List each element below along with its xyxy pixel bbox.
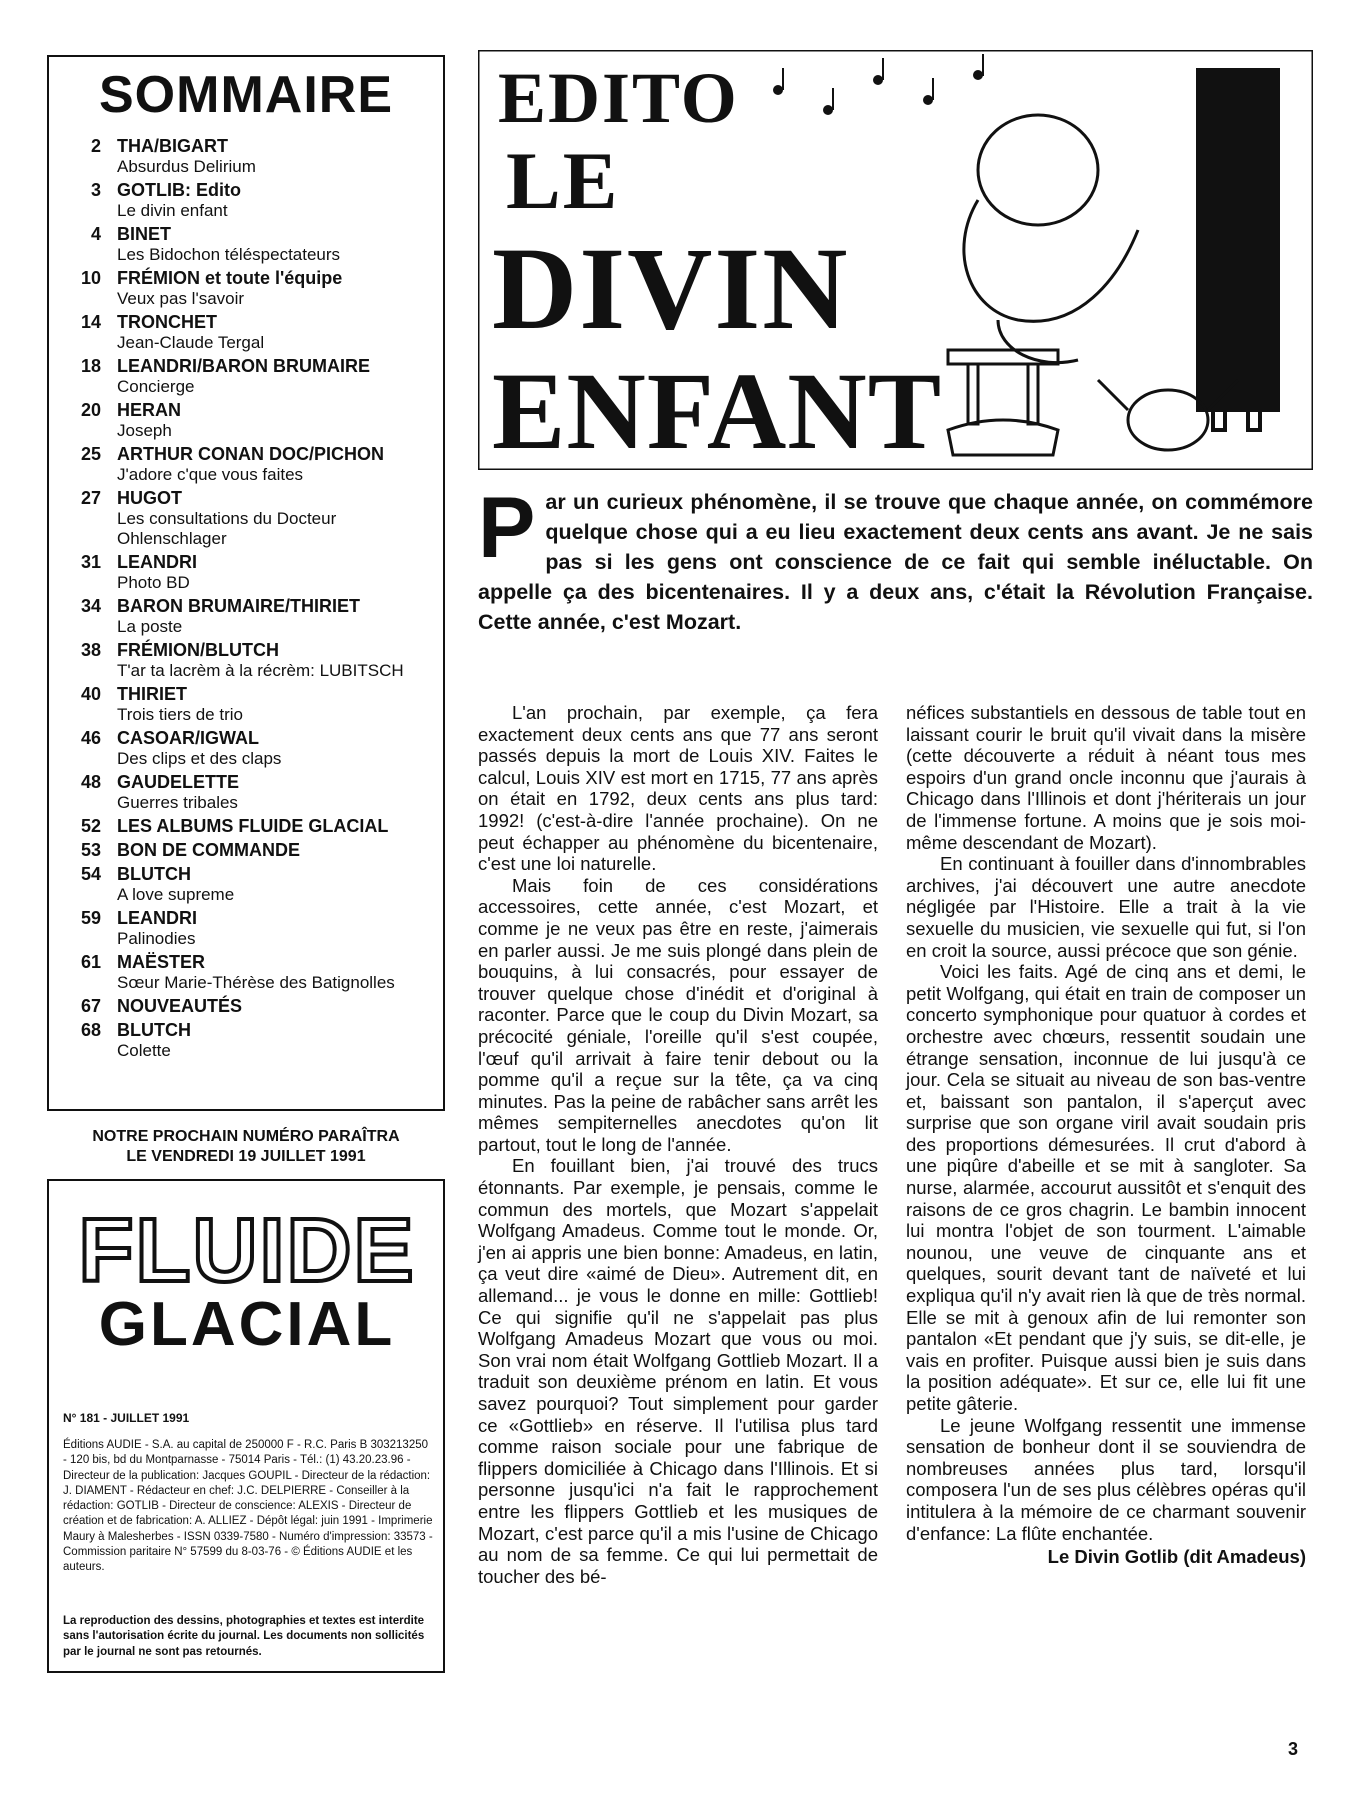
toc-title: Absurdus Delirium <box>117 157 256 176</box>
toc-author: LES ALBUMS FLUIDE GLACIAL <box>117 816 389 836</box>
toc-title: Des clips et des claps <box>117 749 282 768</box>
article-paragraph: En continuant à fouiller dans d'innombrables archives, j'ai découvert une autre anecdote négligée par l'Histoire. Elle a trait à la vie sexuelle du musicien, vie sexuelle qui fut, si l'on en croit la source, aussi précoce que son génie. <box>906 853 1306 961</box>
next-issue-notice <box>47 1127 445 1167</box>
toc-author: FRÉMION et toute l'équipe <box>117 268 343 288</box>
toc-author: BARON BRUMAIRE/THIRIET <box>117 596 360 616</box>
lead-paragraph <box>478 480 1313 637</box>
edito-title-line-4: ENFANT <box>492 350 943 470</box>
toc-page-number: 20 <box>80 400 101 420</box>
toc-title: Photo BD <box>117 573 190 592</box>
toc-page-number: 67 <box>80 996 101 1016</box>
toc-item <box>63 771 435 813</box>
toc-title: Guerres tribales <box>117 793 238 812</box>
signature: Le Divin Gotlib (dit Amadeus) <box>1047 1546 1306 1568</box>
copyright-notice: La reproduction des dessins, photographies et textes est interdite sans l'autorisation écrite du journal. Les documents non sollicités par le journal ne sont pas retournés. <box>63 1615 425 1658</box>
toc-page-number: 3 <box>90 180 101 200</box>
toc-author: HERAN <box>117 400 182 420</box>
toc-item <box>63 399 435 441</box>
fluide-glacial-logo <box>63 1199 431 1349</box>
toc-page-number: 34 <box>80 596 101 616</box>
article-paragraph: Voici les faits. Agé de cinq ans et demi, le petit Wolfgang, qui était en train de composer un concerto symphonique pour quatuor à cordes et orchestre avec chœurs, ressentit soudain une étrange sensation, inconnue de lui jusqu'à ce jour. Cela se situait au niveau de son bas-ventre et, baissant son pantalon, il s'aperçut avec surprise que son organe viril avait soudain pris des proportions démesurées. Il crut d'abord à une piqûre d'abeille et se mit à sangloter. Sa nurse, alarmée, accourut aussitôt et s'enquit des raisons de ce gros chagrin. Le bambin innocent lui montra l'objet de son tourment. L'aimable nounou, une veuve de cinquante ans et quelques, sourit devant tant de naïveté et lui expliqua qu'il n'y avait rien là que de très normal. Elle se mit à genoux afin de lui remonter son pantalon «Et pendant que j'y suis, se dit-elle, je vais en profiter. Puisque aussi bien je suis dans la position adéquate». Et sur ce, elle lui fit une petite gâterie. <box>906 961 1306 1414</box>
next-issue-line: NOTRE PROCHAIN NUMÉRO PARAÎTRA <box>92 1128 400 1145</box>
toc-page-number: 68 <box>80 1020 101 1040</box>
imprint-text: Éditions AUDIE - S.A. au capital de 250000 F - R.C. Paris B 303213250 - 120 bis, bd du Montparnasse - 75014 Paris - Tél.: (1) 43.20.23.96 - Directeur de la publication: Jacques GOUPIL - Directeur de la rédaction: J. DIAMENT - Rédacteur en chef: J.C. DELPIERRE - Conseiller à la rédaction: GOTLIB - Directeur de conscience: ALEXIS - Directeur de création et de fabrication: A. ALLIEZ - Dépôt légal: juin 1991 - Imprimerie Maury à Malesherbes - ISSN 0339-7580 - Numéro d'impression: 33573 - Commission paritaire N° 57599 du 8-03-76 - © Éditions AUDIE et les auteurs. <box>63 1439 433 1574</box>
toc-page-number: 2 <box>90 136 101 156</box>
toc-author: MAËSTER <box>117 952 206 972</box>
toc-title: Les consultations du Docteur Ohlenschlager <box>117 509 337 548</box>
toc-item <box>63 595 435 637</box>
toc-title: J'adore c'que vous faites <box>117 465 304 484</box>
article-paragraph: Le jeune Wolfgang ressentit une immense sensation de bonheur dont il se souviendra de nombreuses années plus tard, lorsqu'il composera l'un de ses plus célèbres opéras qu'il intitulera à la mémoire de ce charmant souvenir d'enfance: La flûte enchantée. <box>906 1414 1306 1544</box>
toc-author: CASOAR/IGWAL <box>117 728 259 748</box>
toc-page-number: 10 <box>80 268 101 288</box>
toc-item <box>63 355 435 397</box>
toc-title: Palinodies <box>117 929 196 948</box>
toc-page-number: 14 <box>80 312 101 332</box>
table-of-contents <box>63 135 435 1063</box>
toc-page-number: 53 <box>80 840 101 860</box>
logo-line-2: GLACIAL <box>98 1290 396 1349</box>
next-issue-date: LE VENDREDI 19 JUILLET 1991 <box>126 1148 366 1165</box>
article-paragraph: L'an prochain, par exemple, ça fera exactement deux cents ans que 77 ans seront passés depuis la mort de Louis XIV. Faites le calcul, Louis XIV est mort en 1715, 77 ans après on était en 1792, deux cents ans plus tard: 1992! (c'est-à-dire l'année prochaine). On ne peut échapper au phénomène du bicentenaire, c'est une loi naturelle. <box>478 702 878 875</box>
toc-page-number: 52 <box>80 816 101 836</box>
article-paragraph: En fouillant bien, j'ai trouvé des trucs étonnants. Par exemple, je pensais, comme le commun des mortels, que Mozart s'appelait Wolfgang Amadeus. Comme tout le monde. Or, j'en ai appris une bien bonne: Amadeus, en latin, ça veut dire «aimé de Dieu». Autrement dit, en allemand... je vous le donne en mille: Gottlieb! Ce qui signifie qu'il ne s'appelait pas plus Wolfgang Amadeus Mozart que vous ou moi. Son vrai nom était Wolfgang Gottlieb Mozart. Il a traduit son deuxième prénom en latin. Et vous savez pourquoi? Tout simplement pour garder ce «Gottlieb» en réserve. Il l'utilisa plus tard comme raison sociale pour une fabrique de flippers domiciliée à Chicago dans l'Illinois. Et si personne jusqu'ici n'a fait le rapprochement entre les flippers Gottlieb et les musiques de Mozart, c'est parce qu'il a mis l'usine de Chicago au nom de sa femme. Ce qui lui permettait de toucher des bé- <box>478 1155 878 1587</box>
toc-author: BON DE COMMANDE <box>117 840 300 860</box>
piano-icon <box>1198 70 1278 430</box>
edito-title-line-2: LE <box>506 135 620 226</box>
toc-page-number: 31 <box>80 552 101 572</box>
toc-title: Le divin enfant <box>117 201 228 220</box>
toc-author: GAUDELETTE <box>117 772 240 792</box>
edito-illustration <box>478 50 1313 470</box>
toc-item <box>63 907 435 949</box>
toc-page-number: 40 <box>80 684 101 704</box>
toc-item <box>63 179 435 221</box>
article-column-2 <box>906 702 1306 1568</box>
issue-number: N° 181 - JUILLET 1991 <box>63 1411 190 1425</box>
toc-author: GOTLIB: Edito <box>117 180 241 200</box>
edito-title-line-1: EDITO <box>498 58 739 138</box>
toc-item <box>63 443 435 485</box>
toc-item <box>63 951 435 993</box>
sommaire-box <box>47 55 445 1111</box>
toc-page-number: 61 <box>80 952 101 972</box>
toc-author: LEANDRI <box>117 552 197 572</box>
toc-page-number: 18 <box>80 356 101 376</box>
masthead-box <box>47 1179 445 1673</box>
toc-item <box>63 135 435 177</box>
toc-title: Trois tiers de trio <box>117 705 243 724</box>
toc-title: La poste <box>117 617 183 636</box>
toc-author: BLUTCH <box>117 1020 191 1040</box>
toc-title: Jean-Claude Tergal <box>117 333 265 352</box>
toc-author: LEANDRI/BARON BRUMAIRE <box>117 356 370 376</box>
toc-page-number: 46 <box>80 728 101 748</box>
toc-page-number: 48 <box>80 772 101 792</box>
toc-author: FRÉMION/BLUTCH <box>117 640 279 660</box>
toc-item <box>63 639 435 681</box>
edito-title-line-3: DIVIN <box>492 223 850 354</box>
article-column-1 <box>478 702 878 1587</box>
toc-title: Sœur Marie-Thérèse des Batignolles <box>117 973 395 992</box>
toc-author: HUGOT <box>117 488 182 508</box>
page-number: 3 <box>1288 1739 1299 1759</box>
toc-author: NOUVEAUTÉS <box>117 996 243 1016</box>
toc-author: ARTHUR CONAN DOC/PICHON <box>117 444 384 464</box>
toc-item <box>63 267 435 309</box>
lead-text: ar un curieux phénomène, il se trouve que chaque année, on commémore quelque chose qui a eu lieu exactement deux cents ans avant. Je ne sais pas si les gens ont conscience de ce fait qui semble inéluctable. On appelle ça des bicentenaires. Il y a deux ans, c'était la Révolution Française. Cette année, c'est Mozart. <box>478 490 1313 634</box>
article-paragraph: Mais foin de ces considérations accessoires, cette année, c'est Mozart, et comme je ne veux pas être en reste, j'aimerais en parler aussi. Je me suis plongé dans plein de bouquins, à lui consacrés, pour essayer de trouver quelque chose d'inédit et d'original à raconter. Parce que le coup du Divin Mozart, sa précocité géniale, l'oreille qu'il s'est coupée, l'œuf qu'il arrivait à faire tenir debout ou la pomme qu'il a reçue sur la tête, ça va cinq minutes. Pas la peine de rabâcher sans arrêt les mêmes sempiternelles anecdotes qu'on lit partout, tout le long de l'année. <box>478 874 878 1155</box>
toc-item <box>63 839 435 861</box>
toc-item <box>63 311 435 353</box>
toc-author: BINET <box>117 224 171 244</box>
logo-line-1: FLUIDE <box>78 1201 416 1301</box>
toc-page-number: 38 <box>80 640 101 660</box>
toc-item <box>63 683 435 725</box>
toc-author: THIRIET <box>117 684 187 704</box>
toc-page-number: 27 <box>80 488 101 508</box>
toc-page-number: 25 <box>80 444 101 464</box>
toc-item <box>63 551 435 593</box>
toc-item <box>63 223 435 265</box>
toc-author: TRONCHET <box>117 312 217 332</box>
toc-title: Colette <box>117 1041 171 1060</box>
toc-item <box>63 863 435 905</box>
toc-page-number: 59 <box>80 908 101 928</box>
toc-title: Veux pas l'savoir <box>117 289 245 308</box>
toc-title: Joseph <box>117 421 172 440</box>
toc-author: BLUTCH <box>117 864 191 884</box>
toc-author: THA/BIGART <box>117 136 228 156</box>
toc-item <box>63 487 435 549</box>
toc-author: LEANDRI <box>117 908 197 928</box>
toc-title: A love supreme <box>117 885 235 904</box>
toc-title: T'ar ta lacrèm à la récrèm: LUBITSCH <box>117 661 404 680</box>
toc-item <box>63 1019 435 1061</box>
toc-item <box>63 727 435 769</box>
toc-title: Concierge <box>117 377 195 396</box>
toc-title: Les Bidochon téléspectateurs <box>117 245 341 264</box>
article-paragraph: néfices substantiels en dessous de table tout en laissant courir le bruit qu'il vivait dans la misère (cette découverte a réduit à néant tous mes espoirs d'un grand oncle inconnu que j'aurais à Chicago dans l'Illinois et dont j'hériterais un jour de l'immense fortune. A moins que je sois moi-même descendant de Mozart). <box>906 702 1306 853</box>
toc-page-number: 4 <box>90 224 101 244</box>
sommaire-title: SOMMAIRE <box>99 66 393 124</box>
drop-cap: P <box>478 480 536 576</box>
toc-item <box>63 995 435 1017</box>
toc-item <box>63 815 435 837</box>
toc-page-number: 54 <box>80 864 101 884</box>
